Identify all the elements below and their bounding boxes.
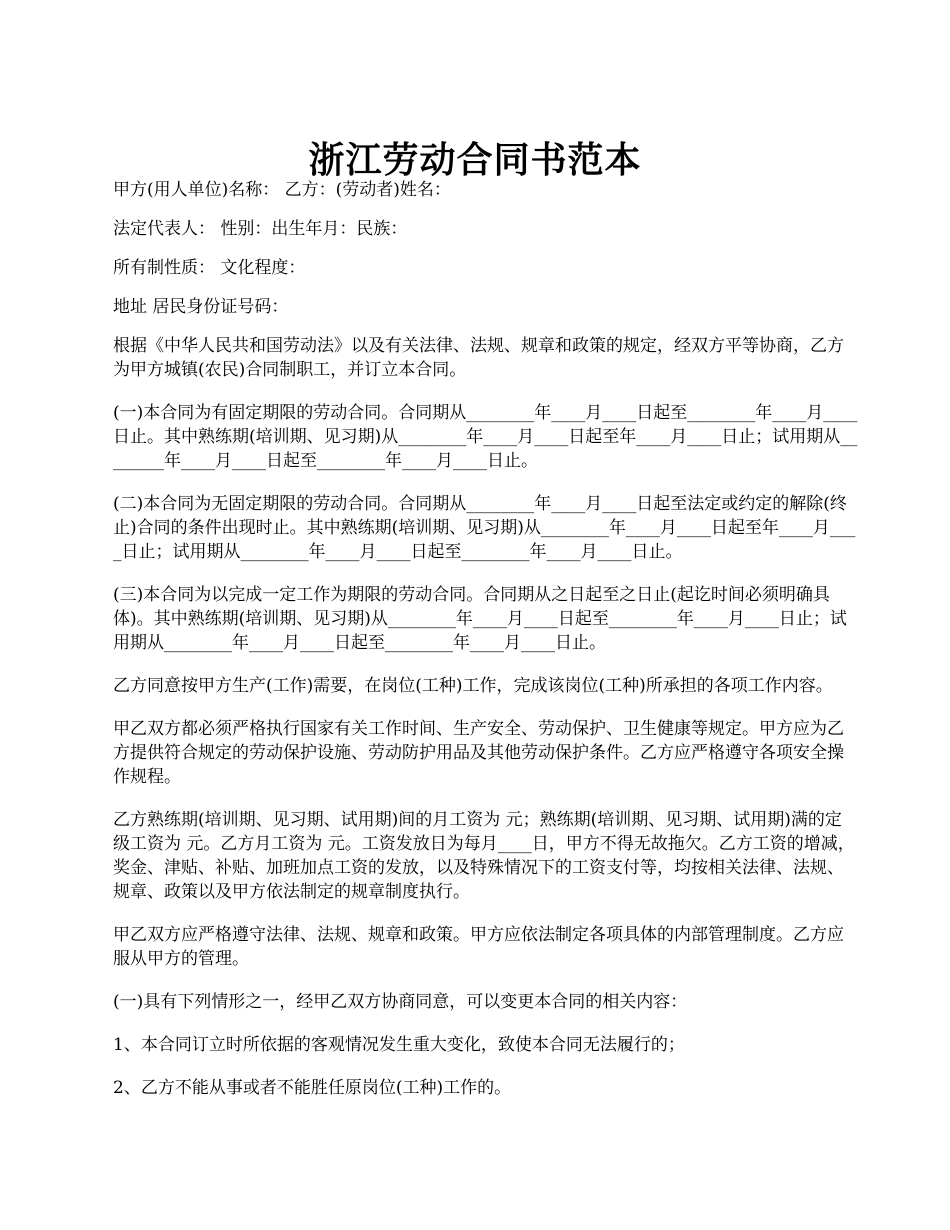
open-term-paragraph: (二)本合同为无固定期限的劳动合同。合同期从________年____月____日起至法定或约定的解除(终止)合同的条件出现时止。其中熟练期(培训期、见习期)从________年____月____日起至年____月____日止；试用期从________年____月____日起至________年____月____日止。 — [113, 494, 856, 562]
contract-basis-paragraph: 根据《中华人民共和国劳动法》以及有关法律、法规、规章和政策的规定，经双方平等协商，乙方为甲方城镇(农民)合同制职工，并订立本合同。 — [113, 336, 844, 380]
document-body — [113, 178, 858, 1119]
legal-representative-line: 法定代表人： 性别：出生年月：民族： — [113, 219, 408, 239]
change-clause-intro: (一)具有下列情形之一，经甲乙双方协商同意，可以变更本合同的相关内容： — [113, 992, 688, 1012]
fixed-term-paragraph: (一)本合同为有固定期限的劳动合同。合同期从________年____月____日起至________年____月____日止。其中熟练期(培训期、见习期)从________年____月____日起至年____月____日止；试用期从________年____月____日起至________年____月____日止。 — [113, 403, 858, 471]
labor-protection-paragraph: 甲乙双方都必须严格执行国家有关工作时间、生产安全、劳动保护、卫生健康等规定。甲方应为乙方提供符合规定的劳动保护设施、劳动防护用品及其他劳动保护条件。乙方应严格遵守各项安全操作规程。 — [113, 719, 844, 787]
party-a-name-line: 甲方(用人单位)名称： 乙方：(劳动者)姓名： — [113, 180, 451, 200]
document-title: 浙江劳动合同书范本 — [308, 139, 642, 182]
ownership-nature-line: 所有制性质： 文化程度： — [113, 258, 306, 278]
change-clause-item-2: 2、乙方不能从事或者不能胜任原岗位(工种)工作的。 — [113, 1078, 512, 1098]
address-id-line: 地址 居民身份证号码： — [113, 297, 289, 317]
change-clause-item-1: 1、本合同订立时所依据的客观情况发生重大变化，致使本合同无法履行的； — [113, 1035, 685, 1055]
management-paragraph: 甲乙双方应严格遵守法律、法规、规章和政策。甲方应依法制定各项具体的内部管理制度。乙方应服从甲方的管理。 — [113, 925, 844, 969]
task-term-paragraph: (三)本合同为以完成一定工作为期限的劳动合同。合同期从之日起至之日止(起讫时间必须明确具体)。其中熟练期(培训期、见习期)从________年____月____日起至________年____月____日止；试用期从________年____月____日起至________年____月____日止。 — [113, 585, 847, 653]
job-position-paragraph: 乙方同意按甲方生产(工作)需要，在岗位(工种)工作，完成该岗位(工种)所承担的各项工作内容。 — [113, 676, 833, 696]
wage-paragraph: 乙方熟练期(培训期、见习期、试用期)间的月工资为 元；熟练期(培训期、见习期、试用期)满的定级工资为 元。乙方月工资为 元。工资发放日为每月____日，甲方不得无故拖欠。乙方工资的增减，奖金、津贴、补贴、加班加点工资的发放，以及特殊情况下的工资支付等，均按相关法律、法规、规章、政策以及甲方依法制定的规章制度执行。 — [113, 810, 855, 902]
